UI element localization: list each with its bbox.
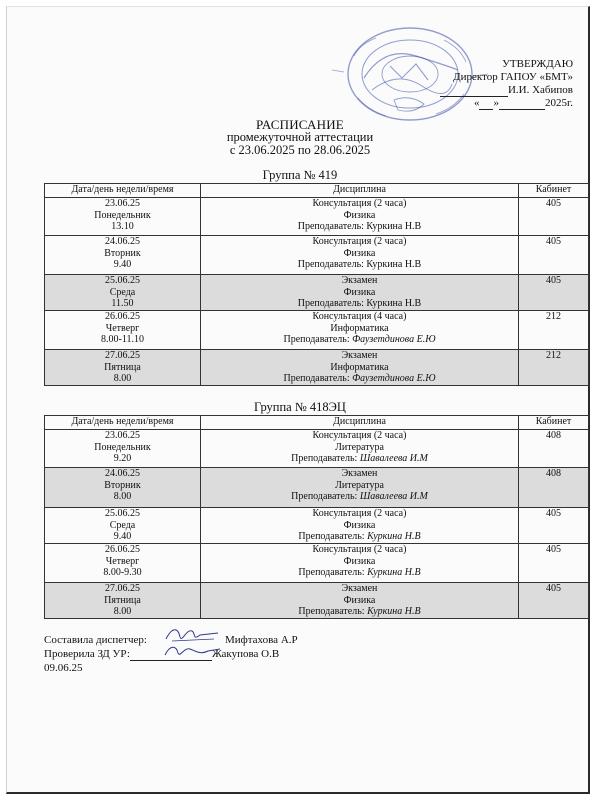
checked-label: Проверила ЗД УР:	[44, 648, 130, 660]
schedule-body-2	[45, 430, 589, 619]
row-subject: Физика	[343, 247, 376, 259]
compiled-label: Составила диспетчер:	[44, 634, 147, 646]
col-header-room: Кабинет	[519, 416, 589, 430]
row-kind: Консультация (4 часа)	[312, 311, 407, 322]
row-teacher-line	[203, 259, 516, 271]
row-day: Среда	[109, 519, 136, 531]
date-cell	[45, 236, 201, 275]
row-subject: Физика	[343, 555, 376, 567]
date-cell	[45, 275, 201, 311]
director-name-line	[440, 84, 573, 97]
subject-cell	[201, 430, 519, 468]
row-subject: Физика	[343, 209, 376, 221]
row-subject: Информатика	[330, 361, 389, 373]
room-cell: 405	[519, 508, 589, 544]
teacher-label: Преподаватель:	[291, 453, 358, 464]
row-teacher-line	[203, 567, 516, 579]
row-day: Пятница	[104, 594, 141, 606]
teacher-label: Преподаватель:	[283, 373, 350, 384]
row-teacher-line	[203, 298, 516, 310]
table-row	[45, 350, 589, 386]
subject-cell	[201, 544, 519, 583]
row-date: 24.06.25	[105, 468, 140, 479]
compiled-name: Мифтахова А.Р	[224, 634, 298, 646]
row-kind: Консультация (2 часа)	[312, 198, 407, 209]
row-teacher-line	[203, 453, 516, 465]
row-kind: Экзамен	[341, 583, 378, 594]
row-time: 8.00	[113, 491, 132, 502]
teacher-label: Преподаватель:	[298, 567, 365, 578]
row-day: Пятница	[104, 361, 141, 373]
subject-cell	[201, 468, 519, 508]
row-kind: Консультация (2 часа)	[312, 544, 407, 555]
row-subject: Литература	[335, 479, 384, 491]
row-subject: Литература	[335, 441, 384, 453]
title-dates: с 23.06.2025 по 28.06.2025	[229, 143, 371, 157]
row-time: 9.20	[113, 453, 132, 464]
teacher-name: Куркина Н.В	[366, 298, 422, 309]
room-cell: 405	[519, 583, 589, 619]
row-day: Понедельник	[94, 209, 151, 221]
date-cell	[45, 544, 201, 583]
teacher-name: Куркина Н.В	[366, 221, 422, 232]
row-date: 25.06.25	[105, 275, 140, 286]
quote-close: »	[493, 97, 499, 109]
table-row	[45, 430, 589, 468]
row-day: Четверг	[105, 555, 140, 567]
row-subject: Физика	[343, 594, 376, 606]
checked-name: Жакупова О.В	[211, 648, 280, 660]
room-cell: 408	[519, 468, 589, 508]
schedule-table-1	[44, 183, 589, 386]
row-date: 26.06.25	[105, 544, 140, 555]
row-time: 8.00	[113, 606, 132, 617]
subject-cell	[201, 198, 519, 236]
room-cell: 405	[519, 236, 589, 275]
teacher-name: Фаузетдинова Е.Ю	[352, 373, 436, 384]
row-kind: Экзамен	[341, 275, 378, 286]
table-row	[45, 311, 589, 350]
signature-dispatcher-icon	[162, 623, 222, 645]
date-cell	[45, 583, 201, 619]
row-date: 23.06.25	[105, 198, 140, 209]
row-time: 9.40	[113, 259, 132, 270]
row-day: Четверг	[105, 322, 140, 334]
row-time: 13.10	[111, 221, 134, 232]
table-header-row	[45, 184, 589, 198]
approval-date-line	[440, 97, 573, 110]
row-teacher-line	[203, 221, 516, 233]
table-row	[45, 508, 589, 544]
schedule-body-1	[45, 198, 589, 386]
subject-cell	[201, 311, 519, 350]
signature-deputy-icon	[162, 643, 222, 661]
teacher-name: Шавалеева И.М	[359, 491, 428, 502]
teacher-label: Преподаватель:	[291, 491, 358, 502]
row-subject: Физика	[343, 286, 376, 298]
table-row	[45, 583, 589, 619]
title-main: РАСПИСАНИЕ	[256, 117, 344, 132]
row-day: Вторник	[104, 479, 141, 491]
title-sub: промежуточной аттестации	[226, 130, 374, 144]
row-kind: Экзамен	[341, 350, 378, 361]
row-time: 9.40	[113, 531, 132, 542]
row-teacher-line	[203, 491, 516, 503]
date-cell	[45, 508, 201, 544]
subject-cell	[201, 508, 519, 544]
row-day: Понедельник	[94, 441, 151, 453]
subject-cell	[201, 350, 519, 386]
row-kind: Консультация (2 часа)	[312, 236, 407, 247]
footer-date: 09.06.25	[44, 662, 83, 674]
room-cell: 405	[519, 198, 589, 236]
row-time: 8.00-9.30	[103, 567, 142, 578]
approval-year: 2025г.	[544, 97, 573, 109]
document-title	[0, 118, 600, 157]
col-header-subject: Дисциплина	[201, 416, 519, 430]
table-row	[45, 275, 589, 311]
row-kind: Экзамен	[341, 468, 378, 479]
subject-cell	[201, 236, 519, 275]
row-day: Вторник	[104, 247, 141, 259]
row-time: 11.50	[111, 298, 134, 309]
approval-block	[440, 58, 573, 110]
teacher-name: Куркина Н.В	[367, 567, 421, 578]
table-row	[45, 468, 589, 508]
col-header-date: Дата/день недели/время	[45, 184, 201, 198]
teacher-label: Преподаватель:	[298, 531, 365, 542]
footer	[44, 633, 298, 675]
row-time: 8.00-11.10	[101, 334, 144, 345]
row-teacher-line	[203, 531, 516, 543]
date-cell	[45, 198, 201, 236]
room-cell: 408	[519, 430, 589, 468]
subject-cell	[201, 275, 519, 311]
teacher-name: Куркина Н.В	[366, 259, 422, 270]
teacher-label: Преподаватель:	[297, 298, 364, 309]
room-cell: 405	[519, 275, 589, 311]
row-teacher-line	[203, 334, 516, 346]
teacher-label: Преподаватель:	[283, 334, 350, 345]
date-cell	[45, 311, 201, 350]
director-title: Директор ГАПОУ «БМТ»	[453, 71, 573, 83]
row-date: 25.06.25	[105, 508, 140, 519]
subject-cell	[201, 583, 519, 619]
row-day: Среда	[109, 286, 136, 298]
row-subject: Информатика	[330, 322, 389, 334]
date-cell	[45, 468, 201, 508]
group-heading-1: Группа № 419	[262, 168, 338, 182]
teacher-name: Куркина Н.В	[367, 531, 421, 542]
approve-word: УТВЕРЖДАЮ	[502, 58, 573, 70]
teacher-label: Преподаватель:	[297, 221, 364, 232]
teacher-name: Шавалеева И.М	[359, 453, 428, 464]
row-date: 23.06.25	[105, 430, 140, 441]
table-row	[45, 198, 589, 236]
row-teacher-line	[203, 606, 516, 618]
col-header-date: Дата/день недели/время	[45, 416, 201, 430]
row-kind: Консультация (2 часа)	[312, 508, 407, 519]
row-teacher-line	[203, 373, 516, 385]
teacher-label: Преподаватель:	[298, 606, 365, 617]
room-cell: 212	[519, 350, 589, 386]
date-cell	[45, 430, 201, 468]
col-header-room: Кабинет	[519, 184, 589, 198]
teacher-name: Куркина Н.В	[367, 606, 421, 617]
row-kind: Консультация (2 часа)	[312, 430, 407, 441]
table-row	[45, 544, 589, 583]
director-name: И.И. Хабипов	[507, 84, 573, 96]
row-date: 24.06.25	[105, 236, 140, 247]
table-header-row	[45, 416, 589, 430]
row-date: 27.06.25	[105, 583, 140, 594]
group-heading-2: Группа № 418ЭЦ	[254, 400, 346, 414]
row-date: 26.06.25	[105, 311, 140, 322]
row-subject: Физика	[343, 519, 376, 531]
row-date: 27.06.25	[105, 350, 140, 361]
date-cell	[45, 350, 201, 386]
quote-open: «	[473, 97, 480, 109]
schedule-table-2	[44, 415, 589, 619]
col-header-subject: Дисциплина	[201, 184, 519, 198]
row-time: 8.00	[113, 373, 132, 384]
table-row	[45, 236, 589, 275]
room-cell: 405	[519, 544, 589, 583]
teacher-name: Фаузетдинова Е.Ю	[352, 334, 436, 345]
teacher-label: Преподаватель:	[297, 259, 364, 270]
room-cell: 212	[519, 311, 589, 350]
